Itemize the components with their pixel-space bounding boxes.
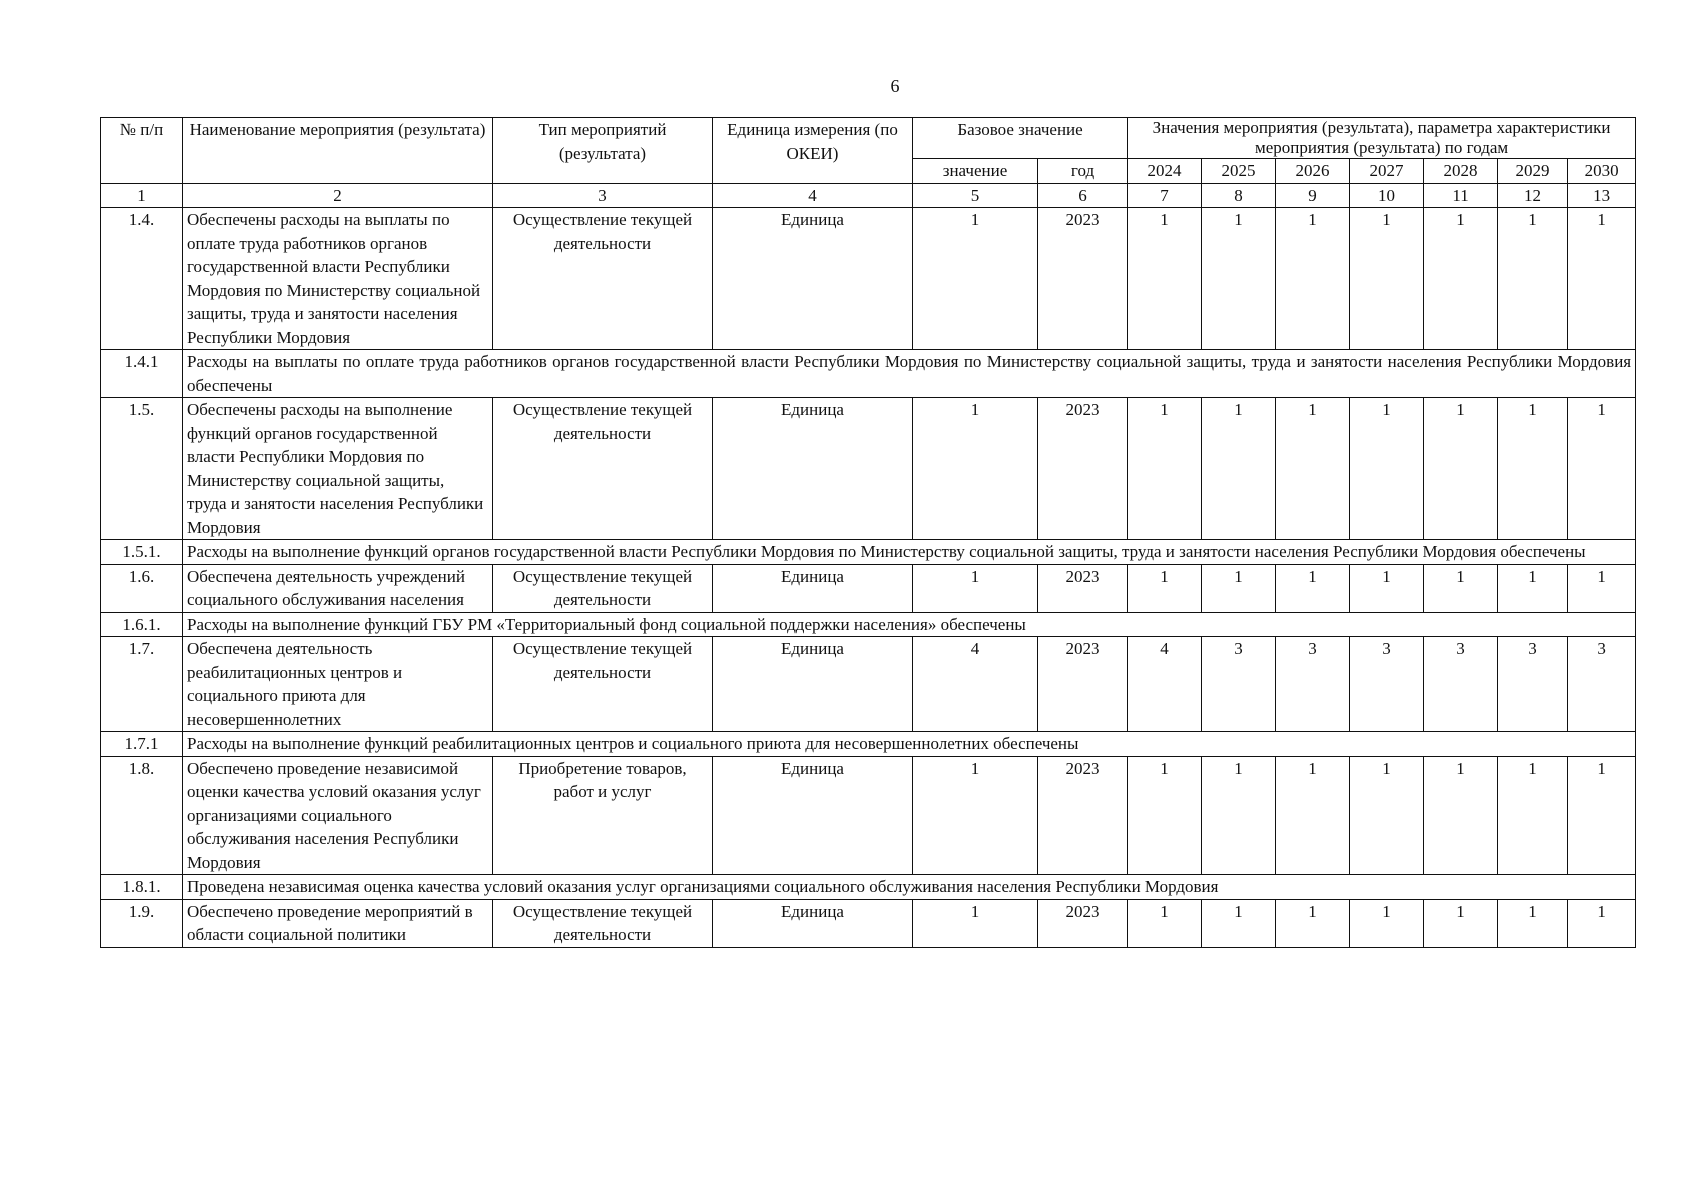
row-year-value: 4 bbox=[1128, 637, 1202, 732]
row-year-value: 1 bbox=[1350, 899, 1424, 947]
column-number: 7 bbox=[1128, 183, 1202, 208]
table-row bbox=[101, 756, 1636, 875]
row-year-value: 1 bbox=[1202, 756, 1276, 875]
column-number: 11 bbox=[1424, 183, 1498, 208]
table-row bbox=[101, 637, 1636, 732]
column-number: 13 bbox=[1568, 183, 1636, 208]
table-row bbox=[101, 208, 1636, 350]
row-year-value: 3 bbox=[1498, 637, 1568, 732]
row-year-value: 1 bbox=[1202, 899, 1276, 947]
row-base-year: 2023 bbox=[1038, 756, 1128, 875]
row-type: Осуществление текущей деятельности bbox=[493, 637, 713, 732]
header-row bbox=[101, 118, 1636, 159]
subitem-row bbox=[101, 612, 1636, 637]
row-type: Осуществление текущей деятельности bbox=[493, 564, 713, 612]
row-year-value: 1 bbox=[1424, 564, 1498, 612]
row-name: Обеспечена деятельность учреждений социального обслуживания населения bbox=[183, 564, 493, 612]
header-base-year: год bbox=[1038, 159, 1128, 184]
header-unit: Единица измерения (по ОКЕИ) bbox=[713, 118, 913, 184]
header-base: Базовое значение bbox=[913, 118, 1128, 159]
column-number: 9 bbox=[1276, 183, 1350, 208]
header-year: 2027 bbox=[1350, 159, 1424, 184]
row-name: Обеспечена деятельность реабилитационных центров и социального приюта для несовершеннолетних bbox=[183, 637, 493, 732]
table-row bbox=[101, 564, 1636, 612]
page-number: 6 bbox=[890, 76, 900, 96]
row-base-value: 1 bbox=[913, 756, 1038, 875]
row-unit: Единица bbox=[713, 398, 913, 540]
subitem-row bbox=[101, 875, 1636, 900]
column-number: 12 bbox=[1498, 183, 1568, 208]
row-year-value: 1 bbox=[1568, 756, 1636, 875]
column-number: 1 bbox=[101, 183, 183, 208]
column-number: 5 bbox=[913, 183, 1038, 208]
column-number: 6 bbox=[1038, 183, 1128, 208]
row-number: 1.5.1. bbox=[101, 540, 183, 565]
row-year-value: 1 bbox=[1128, 208, 1202, 350]
header-num: № п/п bbox=[101, 118, 183, 184]
row-year-value: 1 bbox=[1498, 756, 1568, 875]
row-year-value: 3 bbox=[1202, 637, 1276, 732]
column-number: 8 bbox=[1202, 183, 1276, 208]
row-year-value: 1 bbox=[1568, 564, 1636, 612]
row-year-value: 1 bbox=[1424, 208, 1498, 350]
row-base-year: 2023 bbox=[1038, 899, 1128, 947]
row-number: 1.7.1 bbox=[101, 732, 183, 757]
row-type: Приобретение товаров, работ и услуг bbox=[493, 756, 713, 875]
row-year-value: 1 bbox=[1128, 564, 1202, 612]
header-base-value: значение bbox=[913, 159, 1038, 184]
row-number: 1.5. bbox=[101, 398, 183, 540]
row-year-value: 1 bbox=[1350, 756, 1424, 875]
header-name: Наименование мероприятия (результата) bbox=[183, 118, 493, 184]
row-base-year: 2023 bbox=[1038, 208, 1128, 350]
results-table bbox=[100, 117, 1636, 948]
row-year-value: 1 bbox=[1276, 398, 1350, 540]
row-base-value: 1 bbox=[913, 564, 1038, 612]
row-year-value: 1 bbox=[1424, 899, 1498, 947]
row-number: 1.7. bbox=[101, 637, 183, 732]
row-year-value: 1 bbox=[1350, 564, 1424, 612]
row-year-value: 1 bbox=[1424, 398, 1498, 540]
row-base-value: 1 bbox=[913, 899, 1038, 947]
row-unit: Единица bbox=[713, 899, 913, 947]
row-unit: Единица bbox=[713, 564, 913, 612]
row-year-value: 1 bbox=[1350, 208, 1424, 350]
row-year-value: 1 bbox=[1276, 756, 1350, 875]
row-name: Обеспечено проведение независимой оценки качества условий оказания услуг организациями социального обслуживания населения Республики Мордовия bbox=[183, 756, 493, 875]
header-year: 2026 bbox=[1276, 159, 1350, 184]
row-description: Расходы на выплаты по оплате труда работников органов государственной власти Республики Мордовия по Министерству социальной защиты, труда и занятости населения Республики Мордовия обеспечены bbox=[183, 350, 1636, 398]
row-type: Осуществление текущей деятельности bbox=[493, 899, 713, 947]
row-description: Проведена независимая оценка качества условий оказания услуг организациями социального обслуживания населения Республики Мордовия bbox=[183, 875, 1636, 900]
column-number: 3 bbox=[493, 183, 713, 208]
row-unit: Единица bbox=[713, 208, 913, 350]
row-unit: Единица bbox=[713, 756, 913, 875]
row-number: 1.6. bbox=[101, 564, 183, 612]
row-year-value: 1 bbox=[1498, 208, 1568, 350]
row-year-value: 1 bbox=[1128, 398, 1202, 540]
row-name: Обеспечено проведение мероприятий в области социальной политики bbox=[183, 899, 493, 947]
row-base-value: 4 bbox=[913, 637, 1038, 732]
header-year: 2030 bbox=[1568, 159, 1636, 184]
row-year-value: 3 bbox=[1424, 637, 1498, 732]
row-type: Осуществление текущей деятельности bbox=[493, 398, 713, 540]
row-year-value: 1 bbox=[1128, 756, 1202, 875]
row-name: Обеспечены расходы на выполнение функций органов государственной власти Республики Мордовия по Министерству социальной защиты, труда и занятости населения Республики Мордовия bbox=[183, 398, 493, 540]
row-year-value: 3 bbox=[1350, 637, 1424, 732]
column-number: 4 bbox=[713, 183, 913, 208]
row-base-year: 2023 bbox=[1038, 398, 1128, 540]
row-base-value: 1 bbox=[913, 208, 1038, 350]
subitem-row bbox=[101, 732, 1636, 757]
header-type: Тип мероприятий (результата) bbox=[493, 118, 713, 184]
row-number: 1.8. bbox=[101, 756, 183, 875]
row-year-value: 3 bbox=[1276, 637, 1350, 732]
row-type: Осуществление текущей деятельности bbox=[493, 208, 713, 350]
row-base-year: 2023 bbox=[1038, 564, 1128, 612]
row-year-value: 1 bbox=[1568, 398, 1636, 540]
header-year: 2029 bbox=[1498, 159, 1568, 184]
row-year-value: 1 bbox=[1276, 899, 1350, 947]
row-year-value: 1 bbox=[1568, 208, 1636, 350]
row-number: 1.6.1. bbox=[101, 612, 183, 637]
row-base-year: 2023 bbox=[1038, 637, 1128, 732]
column-number: 2 bbox=[183, 183, 493, 208]
row-year-value: 1 bbox=[1350, 398, 1424, 540]
row-year-value: 1 bbox=[1498, 398, 1568, 540]
row-year-value: 1 bbox=[1498, 899, 1568, 947]
column-number: 10 bbox=[1350, 183, 1424, 208]
row-description: Расходы на выполнение функций органов государственной власти Республики Мордовия по Министерству социальной защиты, труда и занятости населения Республики Мордовия обеспечены bbox=[183, 540, 1636, 565]
row-year-value: 1 bbox=[1424, 756, 1498, 875]
row-year-value: 1 bbox=[1202, 564, 1276, 612]
row-year-value: 1 bbox=[1276, 564, 1350, 612]
row-base-value: 1 bbox=[913, 398, 1038, 540]
row-number: 1.4.1 bbox=[101, 350, 183, 398]
subitem-row bbox=[101, 350, 1636, 398]
table-row bbox=[101, 398, 1636, 540]
row-year-value: 1 bbox=[1128, 899, 1202, 947]
row-year-value: 1 bbox=[1202, 398, 1276, 540]
header-year: 2025 bbox=[1202, 159, 1276, 184]
header-values: Значения мероприятия (результата), параметра характеристики мероприятия (результата) по годам bbox=[1128, 118, 1636, 159]
row-number: 1.4. bbox=[101, 208, 183, 350]
row-unit: Единица bbox=[713, 637, 913, 732]
table-row bbox=[101, 899, 1636, 947]
row-year-value: 1 bbox=[1276, 208, 1350, 350]
row-description: Расходы на выполнение функций реабилитационных центров и социального приюта для несовершеннолетних обеспечены bbox=[183, 732, 1636, 757]
row-number: 1.9. bbox=[101, 899, 183, 947]
row-year-value: 1 bbox=[1498, 564, 1568, 612]
row-year-value: 1 bbox=[1568, 899, 1636, 947]
row-description: Расходы на выполнение функций ГБУ РМ «Территориальный фонд социальной поддержки населения» обеспечены bbox=[183, 612, 1636, 637]
row-year-value: 3 bbox=[1568, 637, 1636, 732]
subitem-row bbox=[101, 540, 1636, 565]
header-year: 2028 bbox=[1424, 159, 1498, 184]
row-year-value: 1 bbox=[1202, 208, 1276, 350]
row-number: 1.8.1. bbox=[101, 875, 183, 900]
row-name: Обеспечены расходы на выплаты по оплате труда работников органов государственной власти Республики Мордовия по Министерству социальной защиты, труда и занятости населения Республики Мордовия bbox=[183, 208, 493, 350]
table-body bbox=[101, 208, 1636, 948]
header-year: 2024 bbox=[1128, 159, 1202, 184]
column-number-row bbox=[101, 183, 1636, 208]
